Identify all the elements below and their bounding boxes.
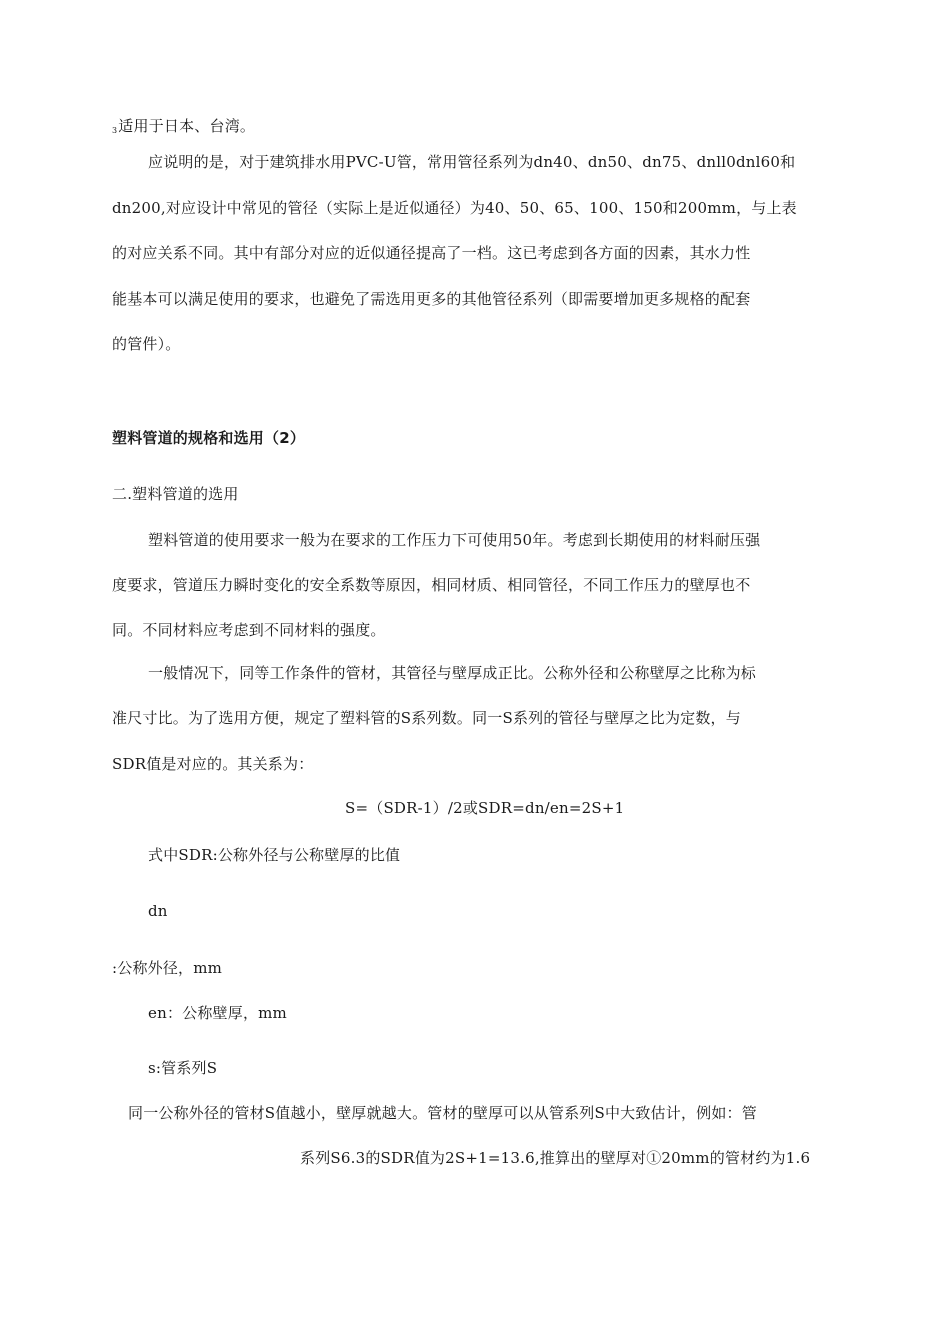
para2-line: 准尺寸比。为了选用方便，规定了塑料管的S系列数。同一S系列的管径与壁厚之比为定数，与: [112, 709, 741, 727]
definition-dn-symbol: dn: [148, 902, 168, 920]
intro-para-line: dn200,对应设计中常见的管径（实际上是近似通径）为40、50、65、100、150和200mm，与上表: [112, 199, 797, 217]
para3-line: 同一公称外径的管材S值越小，壁厚就越大。管材的壁厚可以从管系列S中大致估计，例如：管: [128, 1104, 757, 1122]
section-subtitle: 二.塑料管道的选用: [112, 485, 239, 503]
para3-line: 系列S6.3的SDR值为2S+1=13.6,推算出的壁厚对①20mm的管材约为1.6: [300, 1149, 811, 1167]
definition-sdr: 式中SDR:公称外径与公称壁厚的比值: [148, 846, 401, 864]
formula: S=（SDR-1）/2或SDR=dn/en=2S+1: [345, 799, 625, 817]
footnote-marker: 3: [112, 126, 118, 135]
intro-para-line: 的对应关系不同。其中有部分对应的近似通径提高了一档。这已考虑到各方面的因素，其水力性: [112, 244, 751, 262]
footnote-line: [112, 116, 255, 139]
para1-line: 塑料管道的使用要求一般为在要求的工作压力下可使用50年。考虑到长期使用的材料耐压强: [148, 531, 761, 549]
intro-para-line: 能基本可以满足使用的要求，也避免了需选用更多的其他管径系列（即需要增加更多规格的配套: [112, 290, 751, 308]
para2-line: 一般情况下，同等工作条件的管材，其管径与壁厚成正比。公称外径和公称壁厚之比称为标: [148, 664, 757, 682]
para1-line: 度要求，管道压力瞬时变化的安全系数等原因，相同材质、相同管径，不同工作压力的壁厚也不: [112, 576, 751, 594]
definition-s: s:管系列S: [148, 1059, 218, 1077]
definition-dn-text: :公称外径，mm: [112, 959, 223, 977]
para1-line: 同。不同材料应考虑到不同材料的强度。: [112, 621, 386, 639]
definition-en: en：公称壁厚，mm: [148, 1004, 287, 1022]
intro-para-line: 的管件）。: [112, 335, 181, 353]
intro-para-line: 应说明的是，对于建筑排水用PVC-U管，常用管径系列为dn40、dn50、dn75、dnll0dnl60和: [148, 153, 796, 171]
footnote-text: 适用于日本、台湾。: [118, 117, 256, 135]
section-title: 塑料管道的规格和选用（2）: [112, 429, 306, 447]
para2-line: SDR值是对应的。其关系为：: [112, 755, 314, 773]
